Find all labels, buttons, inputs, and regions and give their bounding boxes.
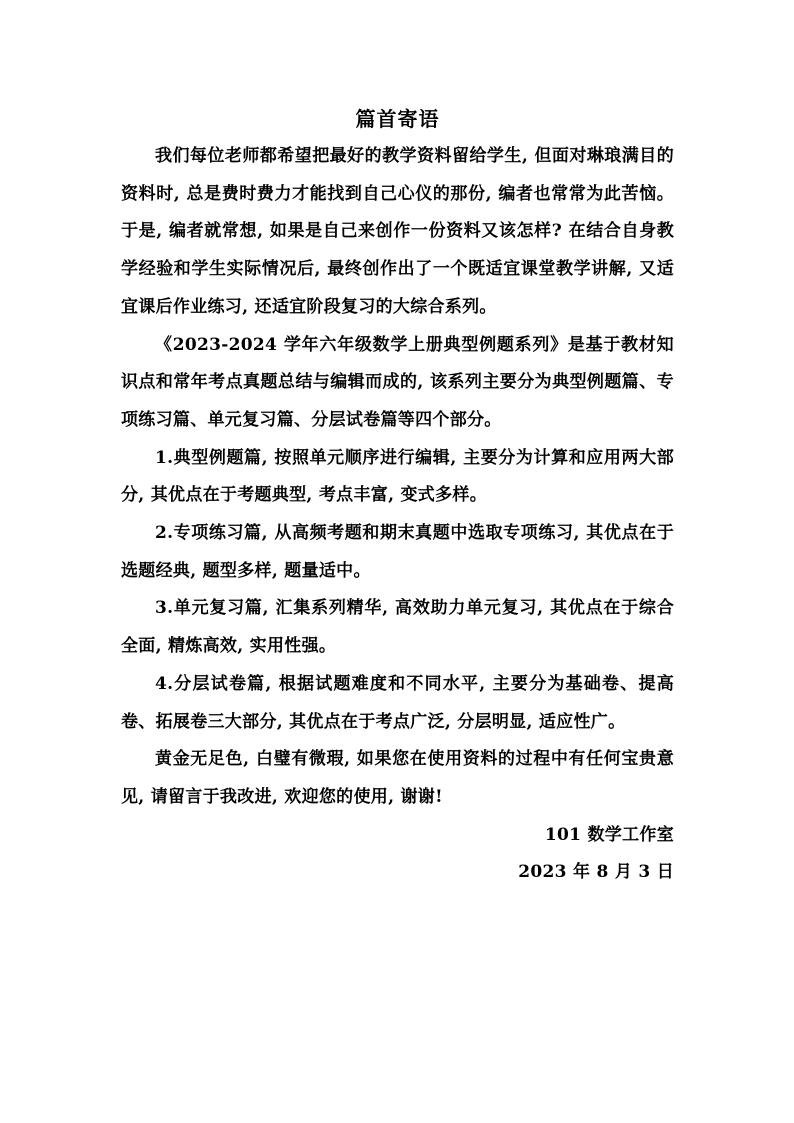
paragraph-part-4: 4.分层试卷篇, 根据试题难度和不同水平, 主要分为基础卷、提高卷、拓展卷三大部分, 其优点在于考点广泛, 分层明显, 适应性广。 [121,673,674,732]
paragraph-intro: 我们每位老师都希望把最好的教学资料留给学生, 但面对琳琅满目的资料时, 总是费时费力才能找到自己心仪的那份, 编者也常常为此苦恼。于是, 编者就常想, 如果是自己来创作一份资料又该怎样? 在结合自身教学经验和学生实际情况后, 最终创作出了一个既适宜课堂教学讲解, 又适宜课后作业练习, 还适宜阶段复习的大综合系列。 [121,146,674,317]
page-title: 篇首寄语 [355,107,440,131]
paragraph-part-2: 2.专项练习篇, 从高频考题和期末真题中选取专项练习, 其优点在于选题经典, 题型多样, 题量适中。 [121,523,674,581]
paragraph-series-overview: 《2023-2024 学年六年级数学上册典型例题系列》是基于教材知识点和常年考点真题总结与编辑而成的, 该系列主要分为典型例题篇、专项练习篇、单元复习篇、分层试卷篇等四个部分。 [121,334,674,430]
paragraph-part-3: 3.单元复习篇, 汇集系列精华, 高效助力单元复习, 其优点在于综合全面, 精炼高效, 实用性强。 [121,598,674,657]
signature-date: 2023 年 8 月 3 日 [518,862,674,883]
signature-author: 101 数学工作室 [544,824,674,845]
paragraph-part-1: 1.典型例题篇, 按照单元顺序进行编辑, 主要分为计算和应用两大部分, 其优点在于考题典型, 考点丰富, 变式多样。 [121,447,674,506]
paragraph-closing: 黄金无足色, 白璧有微瑕, 如果您在使用资料的过程中有任何宝贵意见, 请留言于我改进, 欢迎您的使用, 谢谢! [121,749,674,807]
document-body [121,100,674,892]
